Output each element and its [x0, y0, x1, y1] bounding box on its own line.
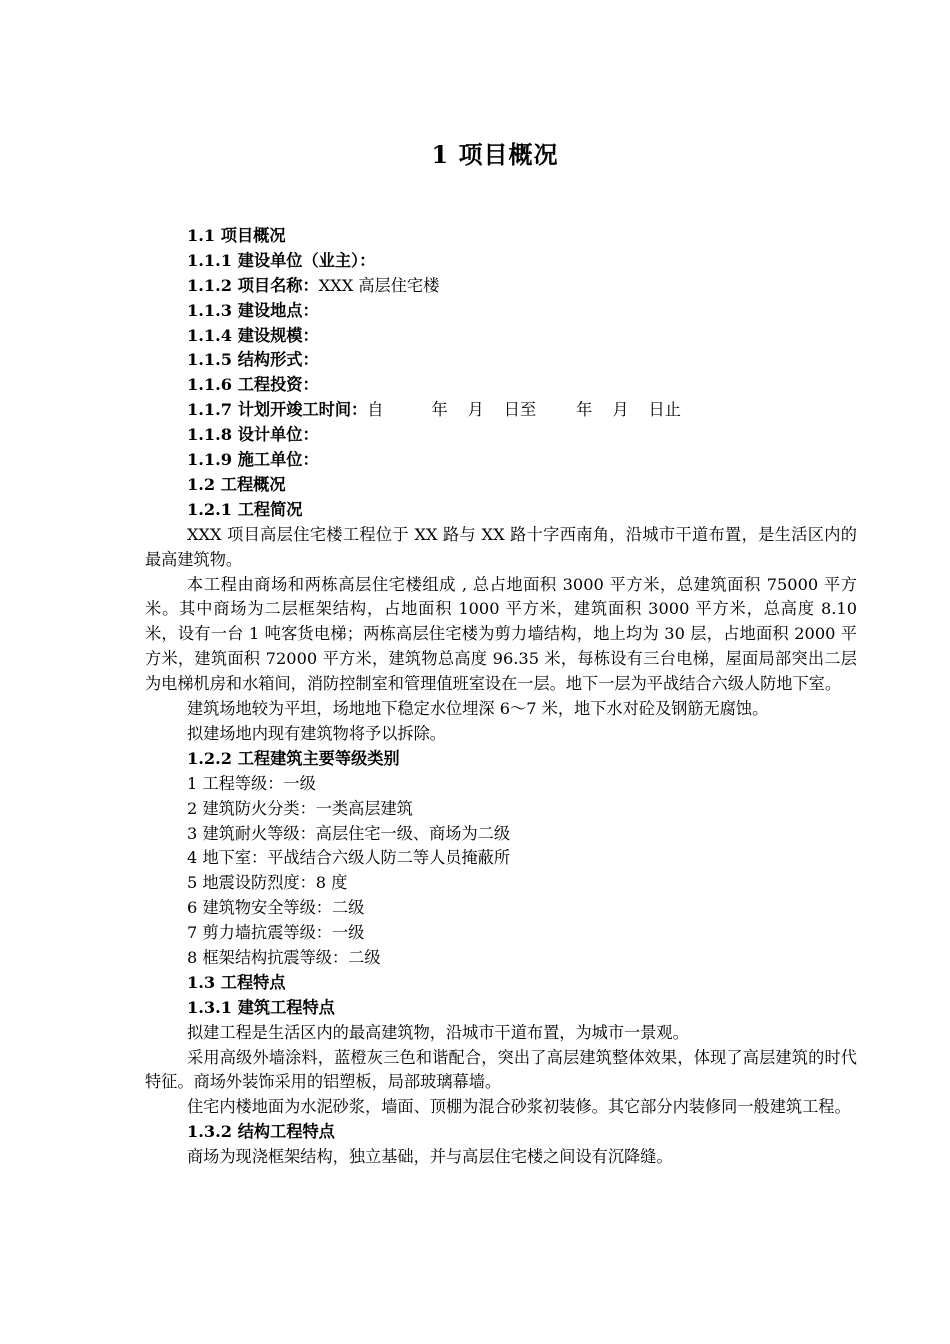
item-1-1-2: [145, 274, 857, 299]
paragraph-structure: 商场为现浇框架结构，独立基础，并与高层住宅楼之间设有沉降缝。: [187, 1147, 673, 1167]
item-label: 1.1.7 计划开竣工时间：: [187, 400, 368, 420]
item-label: 1.1.6 工程投资：: [187, 375, 319, 395]
time-year-1: 年: [431, 400, 448, 420]
grade-item: 1 工程等级：一级: [187, 773, 316, 793]
grade-item: 2 建筑防火分类：一类高层建筑: [187, 798, 413, 818]
section-heading-1-3: 1.3 工程特点: [187, 972, 286, 992]
item-1-1-5: [145, 348, 857, 373]
time-day-2: 日止: [648, 400, 681, 420]
item-label: 1.1.8 设计单位：: [187, 425, 319, 445]
item-1-1-9: [145, 448, 857, 473]
grade-item: 3 建筑耐火等级：高层住宅一级、商场为二级: [187, 823, 511, 843]
paragraph-interior: 住宅内楼地面为水泥砂浆，墙面、顶棚为混合砂浆初装修。其它部分内装修同一般建筑工程。: [187, 1097, 851, 1117]
subsection-heading-1-2-1: 1.2.1 工程简况: [187, 499, 303, 519]
item-1-1-6: [145, 373, 857, 398]
subsection-heading-1-3-1: 1.3.1 建筑工程特点: [187, 997, 335, 1017]
item-1-1-7: [145, 398, 857, 423]
section-heading-1-1: 1.1 项目概况: [187, 226, 286, 245]
item-1-1-4: [145, 324, 857, 349]
page-title: 1 项目概况: [431, 140, 559, 169]
time-day-1: 日至: [503, 400, 537, 420]
item-1-1-3: [145, 299, 857, 324]
paragraph-facade: 采用高级外墙涂料，蓝橙灰三色和谐配合，突出了高层建筑整体效果，体现了高层建筑的时代特征。商场外装饰采用的铝塑板，局部玻璃幕墙。: [145, 1047, 857, 1092]
paragraph-location: XXX 项目高层住宅楼工程位于 XX 路与 XX 路十字西南角，沿城市干道布置，是生活区内的最高建筑物。: [145, 524, 857, 569]
grade-item: 4 地下室：平战结合六级人防二等人员掩蔽所: [187, 848, 511, 868]
item-label: 1.1.1 建设单位（业主）：: [187, 250, 376, 270]
item-label: 1.1.5 结构形式：: [187, 350, 319, 370]
time-from: 自: [367, 400, 384, 420]
paragraph-composition: 本工程由商场和两栋高层住宅楼组成 , 总占地面积 3000 平方米，总建筑面积 75000 平方米。其中商场为二层框架结构，占地面积 1000 平方米，建筑面积 3000 平方米，总高度 8.10 米，设有一台 1 吨客货电梯；两栋高层住宅楼为剪力墙结构，地上均为 30 层，占地面积 2000 平方米，建筑面积 72000 平方米，建筑物总高度 96.35 米，每栋设有三台电梯，屋面局部突出二层为电梯机房和水箱间，消防控制室和管理值班室设在一层。地下一层为平战结合六级人防地下室。: [145, 574, 857, 694]
item-value: XXX 高层住宅楼: [318, 275, 440, 295]
section-heading-1-2: 1.2 工程概况: [187, 474, 286, 494]
paragraph-demolition: 拟建场地内现有建筑物将予以拆除。: [187, 723, 446, 743]
item-label: 1.1.3 建设地点：: [187, 300, 319, 320]
item-1-1-1: [145, 249, 857, 274]
grade-item: 7 剪力墙抗震等级：一级: [187, 923, 365, 943]
paragraph-site: 建筑场地较为平坦，场地地下稳定水位埋深 6～7 米，地下水对砼及钢筋无腐蚀。: [187, 699, 769, 719]
time-month-1: 月: [467, 400, 484, 420]
item-label: 1.1.4 建设规模：: [187, 325, 319, 345]
grade-item: 5 地震设防烈度：8 度: [187, 873, 348, 893]
document-body: [145, 224, 857, 1170]
subsection-heading-1-3-2: 1.3.2 结构工程特点: [187, 1122, 335, 1142]
paragraph-landmark: 拟建工程是生活区内的最高建筑物，沿城市干道布置，为城市一景观。: [187, 1022, 689, 1042]
time-year-2: 年: [576, 400, 593, 420]
subsection-heading-1-2-2: 1.2.2 工程建筑主要等级类别: [187, 748, 400, 768]
item-1-1-8: [145, 423, 857, 448]
item-label: 1.1.2 项目名称：: [187, 275, 319, 295]
time-month-2: 月: [612, 400, 629, 420]
grade-item: 8 框架结构抗震等级：二级: [187, 947, 381, 967]
item-label: 1.1.9 施工单位：: [187, 450, 319, 470]
grade-item: 6 建筑物安全等级：二级: [187, 898, 365, 918]
